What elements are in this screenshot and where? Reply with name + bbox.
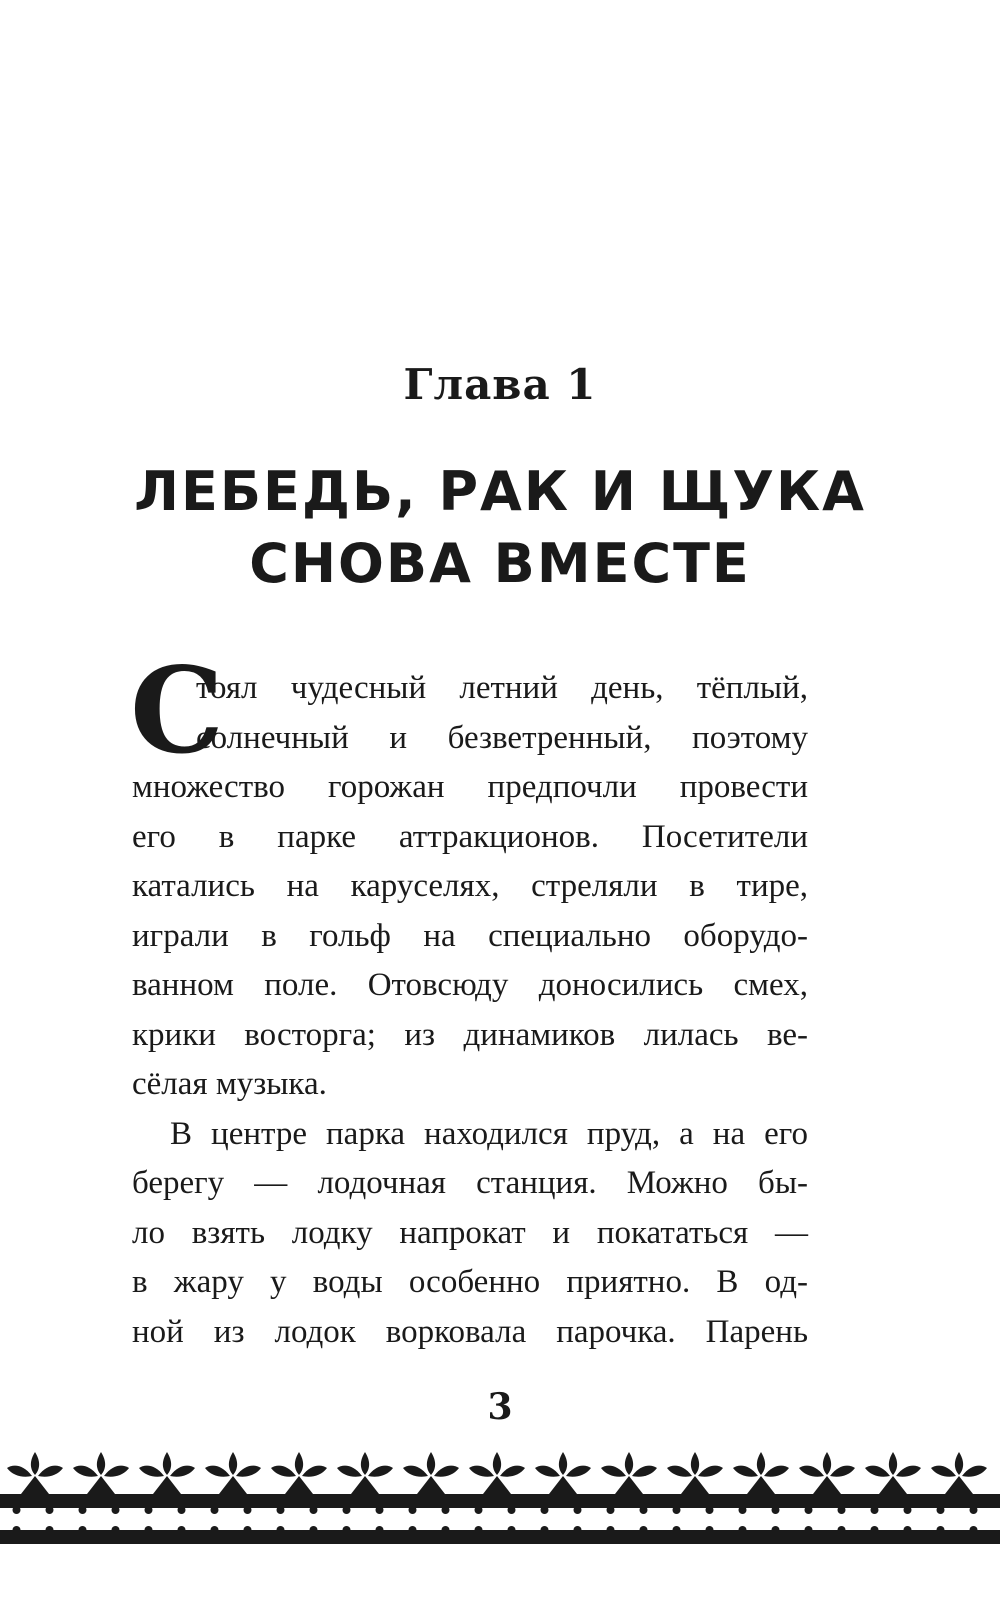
text-line: его в парке аттракционов. Посетители [132,818,808,855]
text-line: множество горожан предпочли провести [132,769,808,805]
body-text [132,664,808,1357]
text-line: катались на каруселях, стреляли в тире, [132,868,808,904]
leaf-border-ornament-icon [0,1440,1000,1616]
chapter-title-line: СНОВА ВМЕСТЕ [249,532,751,595]
text-line: берегу — лодочная станция. Можно бы- [132,1165,808,1201]
text-line: сёлая музыка. [132,1066,327,1102]
text-line: ванном поле. Отовсюду доносились смех, [132,967,808,1003]
text-line: играли в гольф на специально оборудо- [132,917,808,954]
chapter-label: Глава 1 [403,360,597,409]
chapter-title [0,456,1000,600]
text-line: ло взять лодку напрокат и покататься — [132,1214,808,1251]
page-number: 3 [487,1386,513,1428]
text-line: В центре парка находился пруд, а на его [170,1115,808,1152]
text-line: в жару у воды особенно приятно. В од- [132,1264,808,1300]
text-line: ной из лодок ворковала парочка. Парень [132,1313,808,1350]
text-line: тоял чудесный летний день, тёплый, [196,670,808,706]
chapter-title-line: ЛЕБЕДЬ, РАК И ЩУКА [134,460,866,523]
drop-cap: С [130,641,224,780]
text-line: солнечный и безветренный, поэтому [196,719,808,756]
text-line: крики восторга; из динамиков лилась ве- [132,1016,808,1053]
